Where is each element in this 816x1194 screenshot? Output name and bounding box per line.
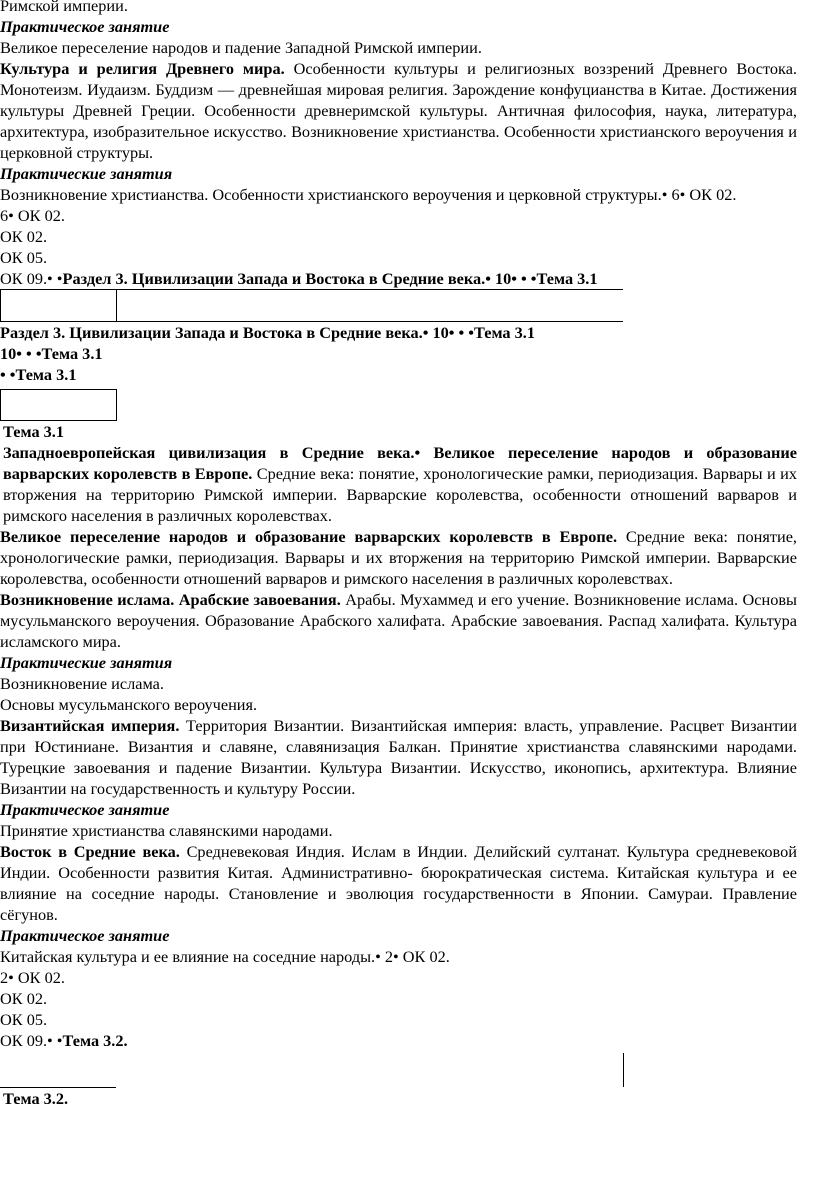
text-line: Китайская культура и ее влияние на соседние народы.• 2• ОК 02. [0,947,450,966]
table-rule [0,389,117,390]
table-rule [0,321,623,322]
paragraph-east [0,841,797,925]
section-heading: 10• • •Тема 3.1 [0,344,103,363]
text-line: ОК 02. [0,227,48,246]
text-line: Великое переселение народов и падение Западной Римской империи. [0,38,482,57]
table-rule [116,289,117,322]
table-rule [0,1087,116,1088]
competence-code: ОК 09.• • [0,1031,63,1050]
paragraph-lead: Западноевропейская цивилизация в Средние века.• Великое переселение народов и образование варварских королевств в Европе. [3,443,797,483]
practical-heading: Практические занятия [0,653,173,672]
paragraph-western-europe [0,442,797,526]
text-line: Принятие христианства славянскими народами. [0,821,333,840]
text-line: 6• ОК 02. [0,206,65,225]
paragraph-lead: Возникновение ислама. Арабские завоевания. [0,590,341,609]
practical-heading: Практическое занятие [0,800,170,819]
practical-heading: Практические занятия [0,164,173,183]
paragraph-culture-religion [0,58,797,163]
text-line [0,268,797,289]
text-line: Возникновение ислама. [0,674,164,693]
paragraph-migration [0,526,797,589]
text-line: 2• ОК 02. [0,968,65,987]
table-rule [623,1053,624,1087]
section-heading: • •Тема 3.1 [0,365,77,384]
text-line: ОК 05. [0,248,48,267]
paragraph-lead: Восток в Средние века. [0,842,180,861]
paragraph-lead: Культура и религия Древнего мира. [0,59,285,78]
text-line: ОК 02. [0,989,48,1008]
table-cell-border [0,385,797,421]
paragraph-body: Средние века: понятие, хронологические рамки, периодизация. Варвары и их вторжения на территорию Римской империи. Варварские королевства, особенности отношений варваров и римского населения в различных королевствах. [0,527,797,588]
paragraph-lead: Византийская империя. [0,716,180,735]
practical-heading: Практическое занятие [0,17,170,36]
paragraph-body: Средневековая Индия. Ислам в Индии. Делийский султанат. Культура средневековой Индии. Особенности развития Китая. Административно- бюрократическая система. Китайская культура и ее влияние на соседние народы. Становление и эволюция государственности в Японии. Самураи. Правление сёгунов. [0,842,797,924]
paragraph-lead: Великое переселение народов и образование варварских королевств в Европе. [0,527,618,546]
table-rule [116,389,117,421]
table-cell-border [0,289,797,322]
practical-heading: Практическое занятие [0,926,170,945]
paragraph-body: Арабы. Мухаммед и его учение. Возникновение ислама. Основы мусульманского вероучения. Образование Арабского халифата. Арабские завоевания. Распад халифата. Культура исламского мира. [0,590,797,651]
table-rule [0,420,117,421]
text-line: Возникновение христианства. Особенности христианского вероучения и церковной структуры.• 6• ОК 02. [0,185,737,204]
paragraph-islam [0,589,797,652]
text-line [0,1030,797,1051]
paragraph-body: Особенности культуры и религиозных воззрений Древнего Востока. Монотеизм. Иудаизм. Буддизм — древнейшая мировая религия. Зарождение конфуцианства в Китае. Достижения культуры Древней Греции. Особенности древнеримской культуры. Античная философия, наука, литература, архитектура, изобразительное искусство. Возникновение христианства. Особенности христианского вероучения и церковной структуры. [0,59,797,162]
table-cell-border [0,1051,797,1088]
section-heading: Раздел 3. Цивилизации Запада и Востока в Средние века.• 10• • •Тема 3.1 [0,323,535,342]
table-rule [0,389,1,421]
topic-title: Тема 3.2. [62,1031,128,1050]
paragraph-body: Средние века: понятие, хронологические рамки, периодизация. Варвары и их вторжения на территорию Римской империи. Варварские королевства, особенности отношений варваров и римского населения в различных королевствах. [3,464,797,525]
text-line: Основы мусульманского вероучения. [0,695,258,714]
text-line: ОК 05. [0,1010,48,1029]
table-rule [0,289,623,290]
section-heading: Раздел 3. Цивилизации Запада и Востока в Средние века.• 10• • •Тема 3.1 [62,269,598,288]
topic-title: Тема 3.1 [3,422,65,441]
paragraph-byzantium [0,715,797,799]
text-line: Римской империи. [0,0,128,15]
topic-title: Тема 3.2. [3,1089,69,1108]
competence-code: ОК 09.• • [0,269,63,288]
table-rule [0,289,1,322]
paragraph-body: Территория Византии. Византийская империя: власть, управление. Расцвет Византии при Юстиниане. Византия и славяне, славянизация Балкан. Принятие христианства славянскими народами. Турецкие завоевания и падение Византии. Культура Византии. Искусство, иконопись, архитектура. Влияние Византии на государственность и культуру России. [0,716,797,798]
